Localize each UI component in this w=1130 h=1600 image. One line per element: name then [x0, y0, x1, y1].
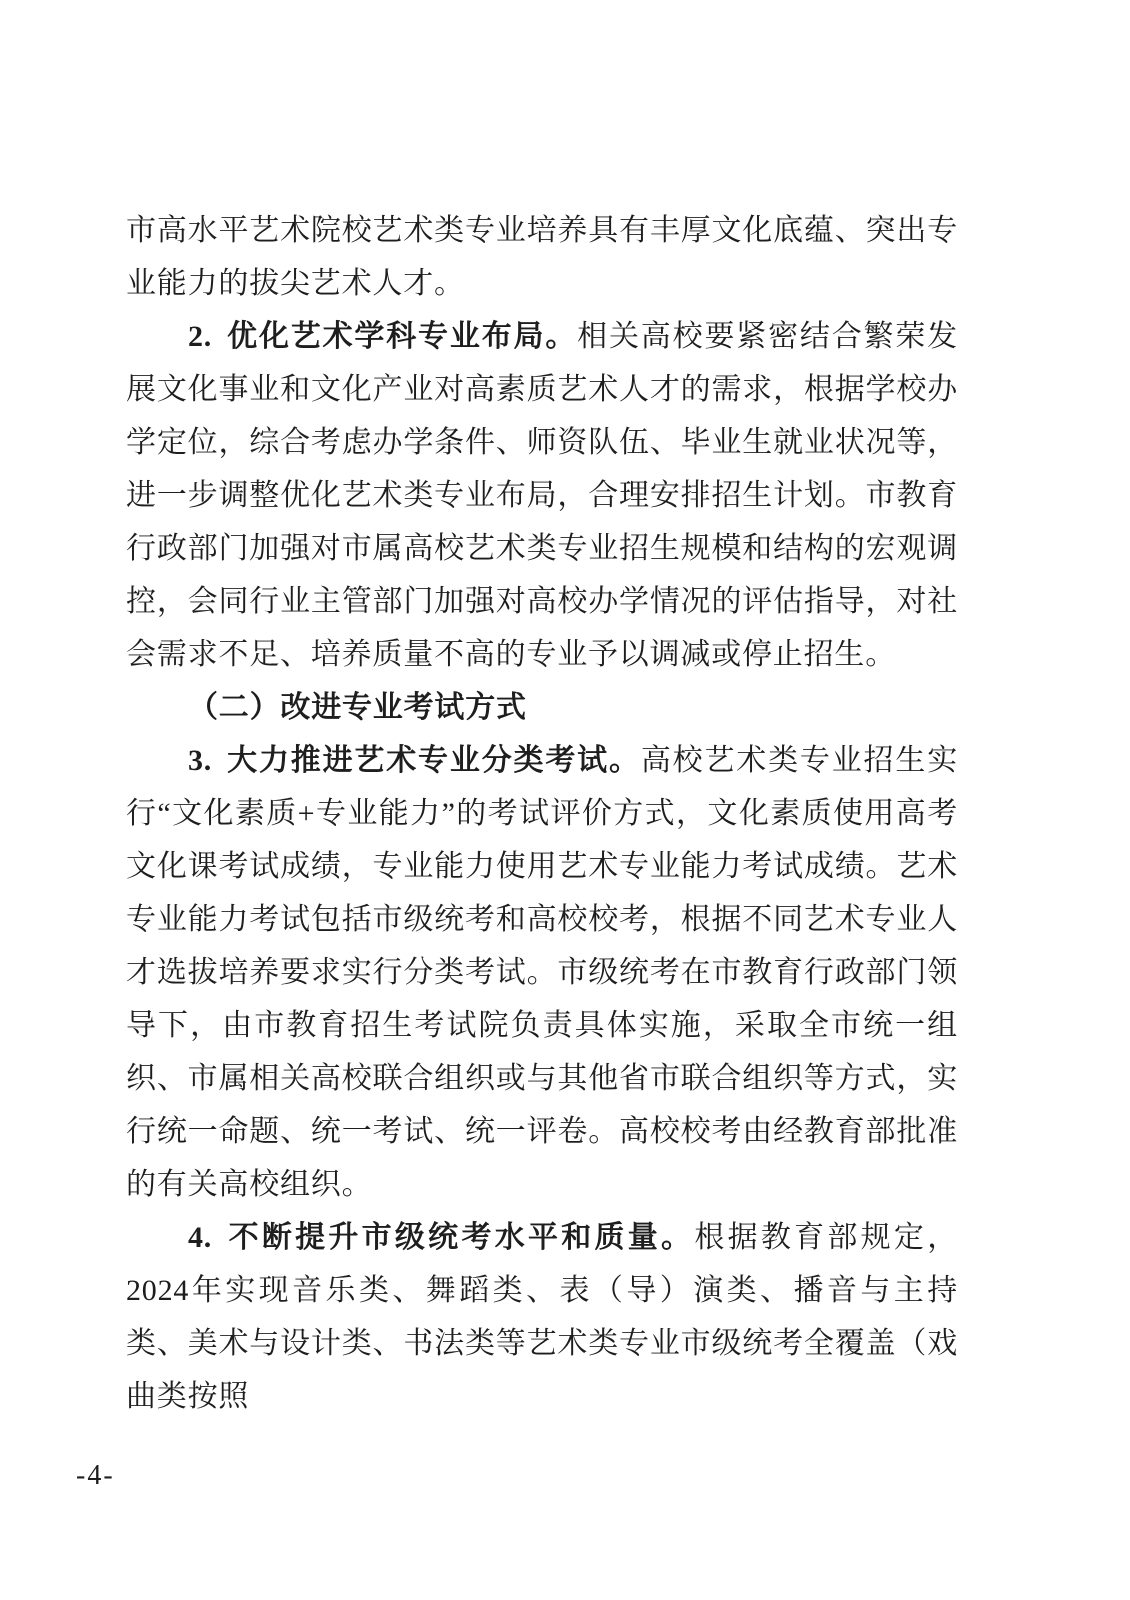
- paragraph-text: 市高水平艺术院校艺术类专业培养具有丰厚文化底蕴、突出专业能力的拔尖艺术人才。: [126, 214, 958, 300]
- paragraph-item-2: [126, 310, 958, 681]
- item-title: 大力推进艺术专业分类考试。: [226, 744, 641, 777]
- item-title: 优化艺术学科专业布局。: [226, 320, 578, 353]
- item-number: 4.: [188, 1221, 213, 1254]
- paragraph-text: 根据教育部规定，2024年实现音乐类、舞蹈类、表（导）演类、播音与主持类、美术与设计类、书法类等艺术类专业市级统考全覆盖（戏曲类按照: [126, 1221, 958, 1413]
- item-number: 3.: [188, 744, 213, 777]
- section-heading-text: （二）改进专业考试方式: [188, 691, 527, 724]
- item-number: 2.: [188, 320, 213, 353]
- paragraph-item-4: [126, 1211, 958, 1423]
- page-number: -4-: [76, 1460, 115, 1491]
- paragraph-text: 高校艺术类专业招生实行“文化素质+专业能力”的考试评价方式，文化素质使用高考文化课考试成绩，专业能力使用艺术专业能力考试成绩。艺术专业能力考试包括市级统考和高校校考，根据不同艺术专业人才选拔培养要求实行分类考试。市级统考在市教育行政部门领导下，由市教育招生考试院负责具体实施，采取全市统一组织、市属相关高校联合组织或与其他省市联合组织等方式，实行统一命题、统一考试、统一评卷。高校校考由经教育部批准的有关高校组织。: [126, 744, 959, 1201]
- document-body: [126, 204, 958, 1423]
- paragraph-text: 相关高校要紧密结合繁荣发展文化事业和文化产业对高素质艺术人才的需求，根据学校办学定位，综合考虑办学条件、师资队伍、毕业生就业状况等，进一步调整优化艺术类专业布局，合理安排招生计划。市教育行政部门加强对市属高校艺术类专业招生规模和结构的宏观调控，会同行业主管部门加强对高校办学情况的评估指导，对社会需求不足、培养质量不高的专业予以调减或停止招生。: [126, 320, 958, 671]
- section-heading: [126, 681, 958, 734]
- item-title: 不断提升市级统考水平和质量。: [226, 1221, 695, 1254]
- paragraph-item-3: [126, 734, 958, 1211]
- paragraph-continuation: [126, 204, 958, 310]
